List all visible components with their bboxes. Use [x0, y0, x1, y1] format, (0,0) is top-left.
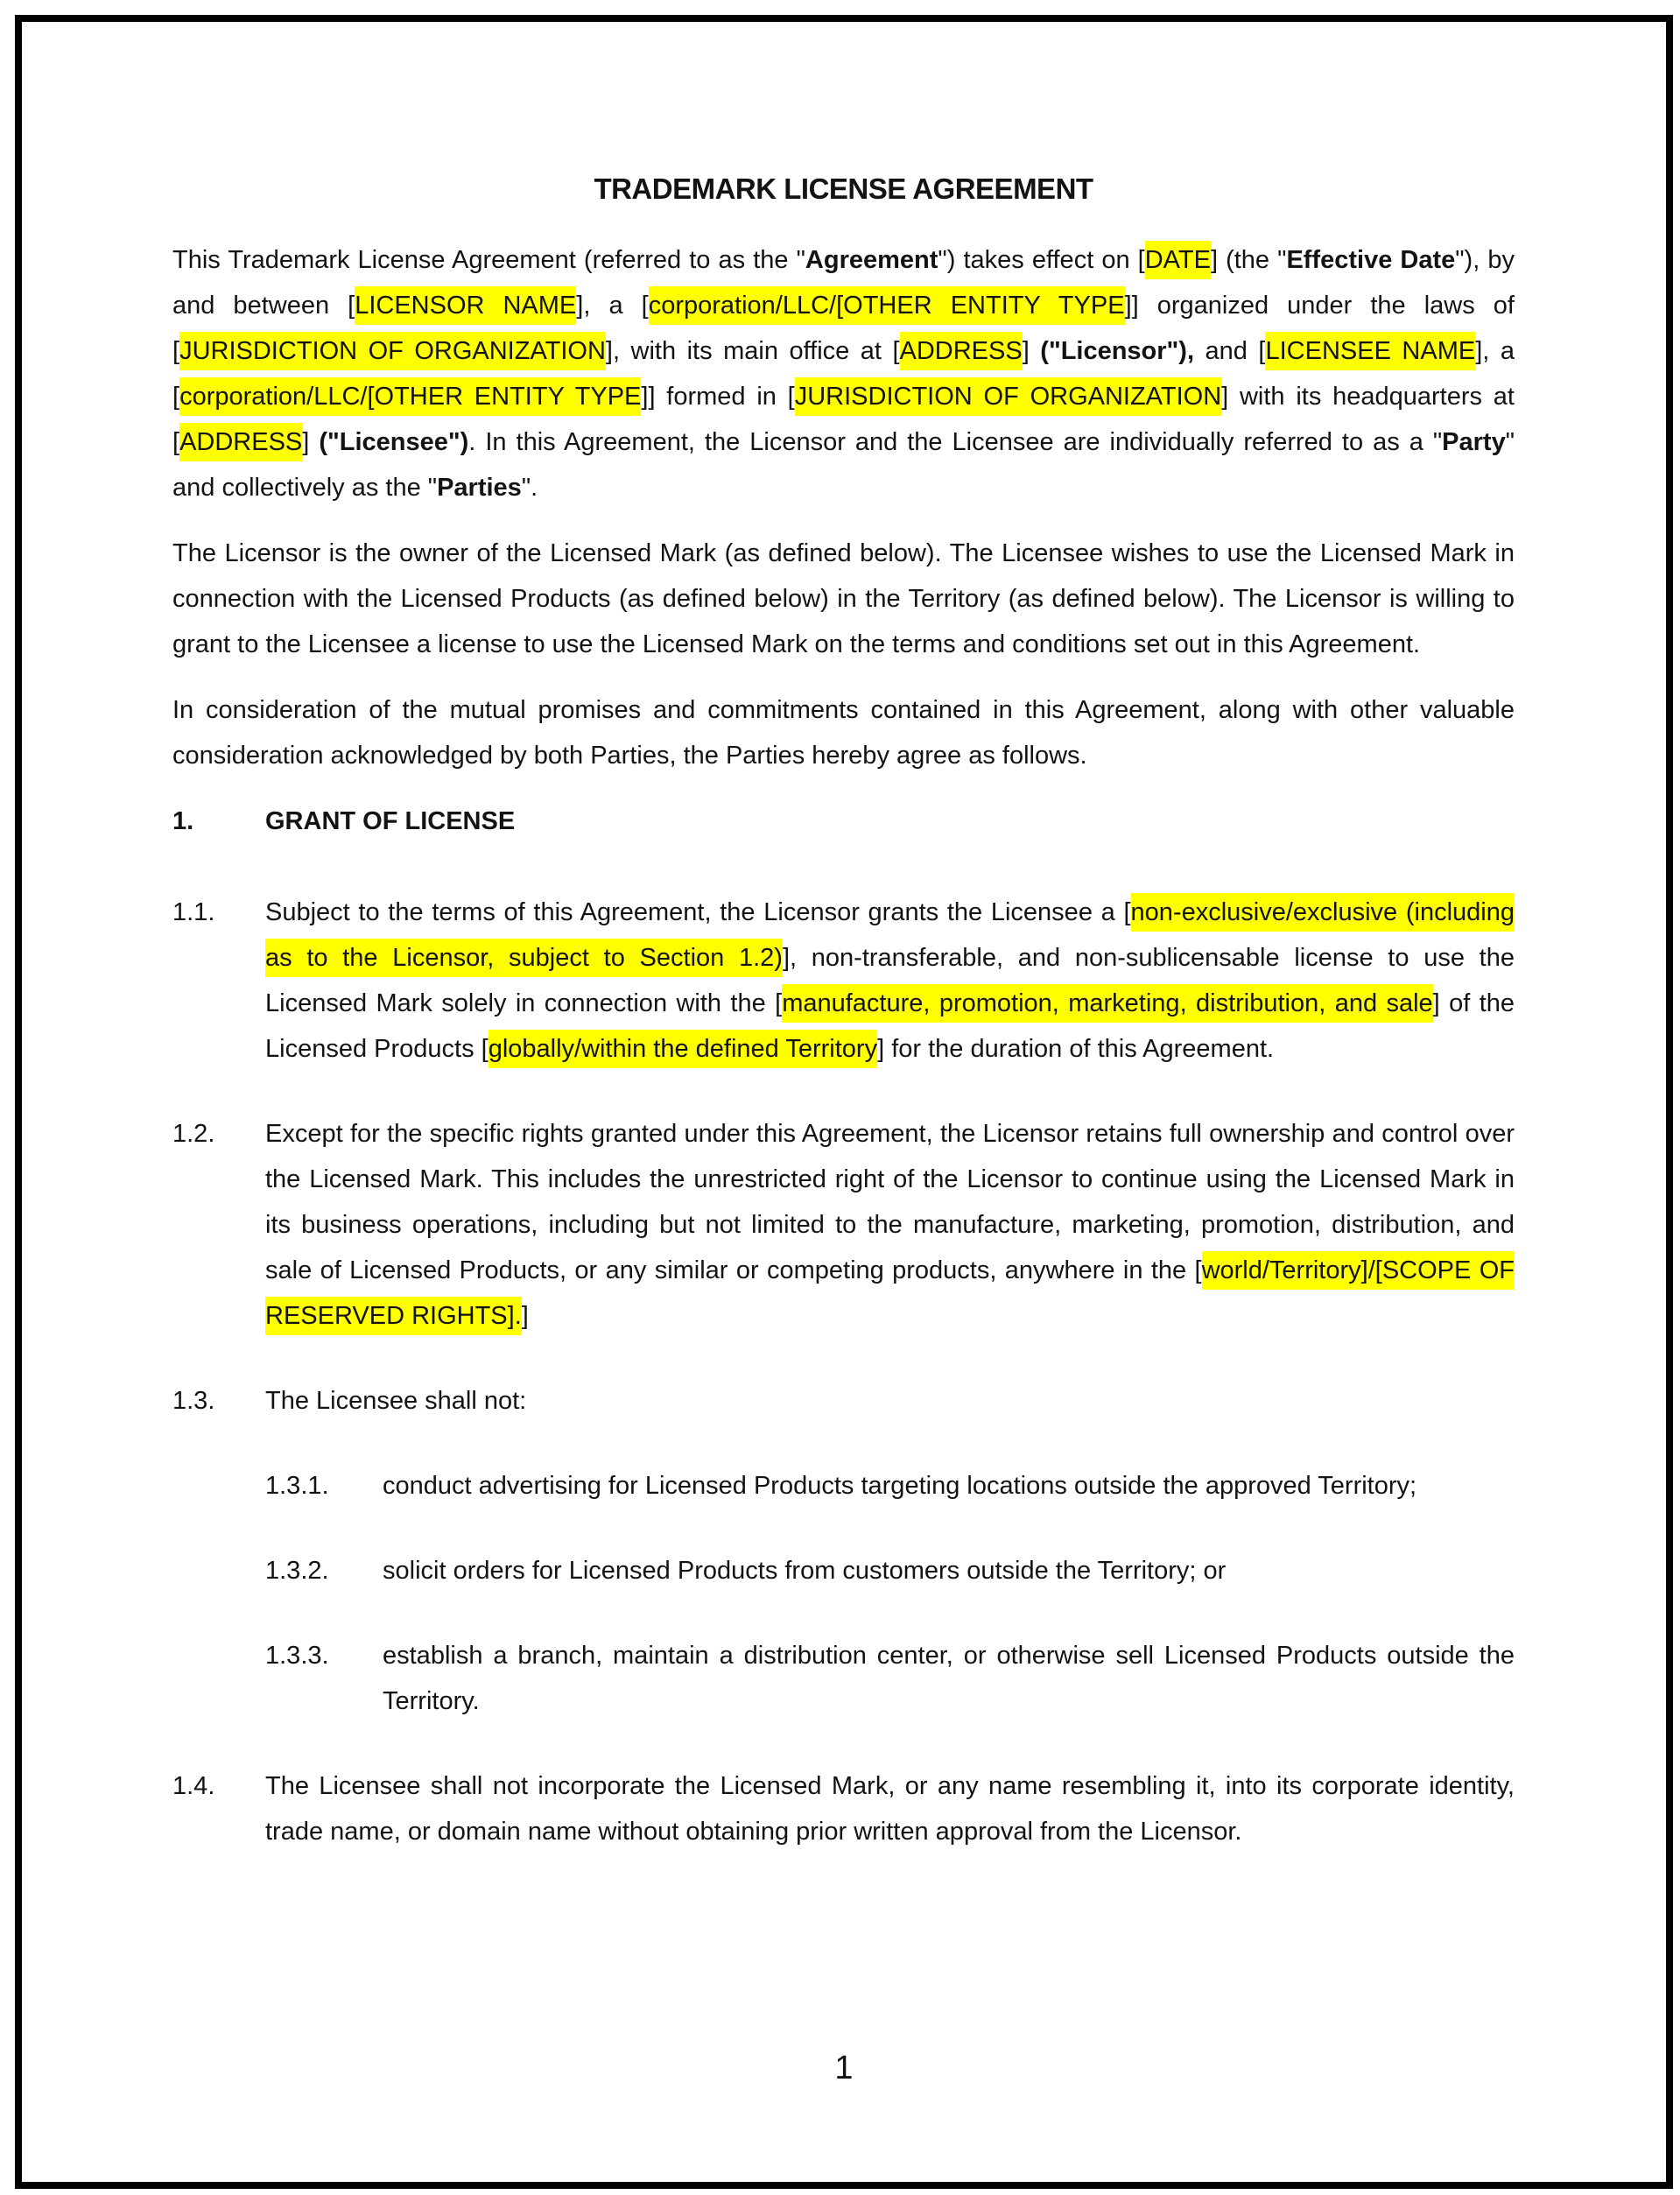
clause-number: 1. — [172, 807, 194, 835]
clause-1-3 — [172, 1378, 1515, 1424]
highlighted-placeholder: LICENSOR NAME — [355, 286, 576, 325]
clause-number: 1.3.2. — [265, 1557, 329, 1585]
text-run: " and collectively as the " — [172, 428, 1515, 502]
clause-1-3-1 — [172, 1463, 1515, 1509]
clause-text — [383, 1472, 1416, 1500]
text-run: ("Licensor"), — [1040, 337, 1195, 365]
clause-text — [383, 1642, 1515, 1715]
clause-number: 1.3. — [172, 1387, 215, 1415]
highlighted-placeholder: JURISDICTION OF ORGANIZATION — [179, 332, 606, 370]
text-run: ], non-transferable, and non-sublicensable license to use the Licensed Mark solely in connection with the [ — [265, 944, 1515, 1017]
text-run: Party — [1442, 428, 1506, 456]
document-title: TRADEMARK LICENSE AGREEMENT — [594, 172, 1093, 205]
text-run: establish a branch, maintain a distribution center, or otherwise sell Licensed Products outside the Territory. — [383, 1642, 1515, 1715]
text-run: ] of the Licensed Products [ — [265, 989, 1515, 1063]
text-run: ]] organized under the laws of [ — [172, 292, 1515, 365]
text-run: ] — [521, 1302, 529, 1330]
page-border-frame — [15, 15, 1673, 2189]
highlighted-placeholder: manufacture, promotion, marketing, distribution, and sale — [782, 984, 1432, 1023]
clause-number: 1.3.3. — [265, 1642, 329, 1670]
clause-number: 1.1. — [172, 898, 215, 926]
text-run: ] with its headquarters at [ — [172, 383, 1515, 456]
text-run: ], a [ — [172, 337, 1515, 411]
highlighted-placeholder: LICENSEE NAME — [1265, 332, 1475, 370]
text-run: and [ — [1194, 337, 1266, 365]
text-run: GRANT OF LICENSE — [265, 807, 516, 835]
highlighted-placeholder: non-exclusive/exclusive (including as to the Licensor, subject to Section 1.2) — [265, 893, 1515, 977]
clause-text — [172, 241, 1515, 502]
text-run: The Licensee shall not: — [265, 1387, 527, 1415]
highlighted-placeholder: world/Territory]/[SCOPE OF RESERVED RIGHTS]. — [265, 1251, 1515, 1335]
highlighted-placeholder: DATE — [1145, 241, 1211, 279]
text-run: ], with its main office at [ — [605, 337, 900, 365]
text-run: Effective Date — [1286, 246, 1456, 274]
highlighted-placeholder: ADDRESS — [179, 423, 302, 461]
text-run: The Licensee shall not incorporate the Licensed Mark, or any name resembling it, into its corporate identity, trade name, or domain name without obtaining prior written approval from the Licensor. — [265, 1772, 1515, 1846]
clause-1-3-3 — [172, 1633, 1515, 1724]
text-run: This Trademark License Agreement (referred to as the " — [172, 246, 805, 274]
clause-number: 1.3.1. — [265, 1472, 329, 1500]
text-run: ]] formed in [ — [641, 383, 795, 411]
clause-text — [265, 1120, 1515, 1335]
text-run: Agreement — [805, 246, 938, 274]
clause-1-2 — [172, 1111, 1515, 1339]
paragraph-1 — [172, 237, 1515, 510]
paragraph-3 — [172, 687, 1515, 778]
clause-text — [172, 696, 1515, 770]
clause-text — [265, 1387, 526, 1415]
text-run: . In this Agreement, the Licensor and the Licensee are individually referred to as a " — [468, 428, 1443, 456]
text-run: Subject to the terms of this Agreement, the Licensor grants the Licensee a [ — [265, 898, 1131, 926]
clause-1-3-2 — [172, 1548, 1515, 1593]
text-run: ("Licensee") — [319, 428, 469, 456]
text-run: ] (the " — [1210, 246, 1287, 274]
text-run: ] — [1022, 337, 1041, 365]
page-number: 1 — [834, 2050, 854, 2086]
document-body — [172, 237, 1515, 1854]
paragraph-2 — [172, 531, 1515, 667]
text-run: solicit orders for Licensed Products from customers outside the Territory; or — [383, 1557, 1227, 1585]
highlighted-placeholder: globally/within the defined Territory — [489, 1030, 877, 1068]
highlighted-placeholder: ADDRESS — [900, 332, 1023, 370]
document-content — [22, 22, 1666, 2182]
text-run: ". — [521, 474, 538, 502]
text-run: ") takes effect on [ — [938, 246, 1145, 274]
clause-text — [383, 1557, 1226, 1585]
text-run: Except for the specific rights granted under this Agreement, the Licensor retains full ownership and control over the Licensed Mark. This includes the unrestricted right of the Licensor to continue using the Licensed Mark in its business operations, including but not limited to the manufacture, marketing, promotion, distribution, and sale of Licensed Products, or any similar or competing products, anywhere in the [ — [265, 1120, 1515, 1284]
text-run: ], a [ — [576, 292, 649, 320]
clause-text — [265, 1772, 1515, 1846]
text-run: The Licensor is the owner of the Licensed Mark (as defined below). The Licensee wishes to use the Licensed Mark in connection with the Licensed Products (as defined below) in the Territory (as defined below). The Licensor is willing to grant to the Licensee a license to use the Licensed Mark on the terms and conditions set out in this Agreement. — [172, 539, 1515, 658]
text-run: conduct advertising for Licensed Products targeting locations outside the approved Territory; — [383, 1472, 1417, 1500]
text-run: In consideration of the mutual promises and commitments contained in this Agreement, along with other valuable consideration acknowledged by both Parties, the Parties hereby agree as follows. — [172, 696, 1515, 770]
highlighted-placeholder: corporation/LLC/[OTHER ENTITY TYPE — [649, 286, 1125, 325]
clause-1-4 — [172, 1763, 1515, 1854]
clause-text — [265, 893, 1515, 1068]
clause-number: 1.4. — [172, 1772, 215, 1800]
clause-number: 1.2. — [172, 1120, 215, 1148]
text-run: ] — [302, 428, 320, 456]
clause-text — [172, 539, 1515, 658]
text-run: Parties — [437, 474, 522, 502]
clause-text — [265, 807, 515, 835]
highlighted-placeholder: JURISDICTION OF ORGANIZATION — [795, 377, 1221, 416]
text-run: "), by and between [ — [172, 246, 1515, 320]
clause-1-1 — [172, 890, 1515, 1072]
highlighted-placeholder: corporation/LLC/[OTHER ENTITY TYPE — [179, 377, 641, 416]
text-run: ] for the duration of this Agreement. — [877, 1035, 1275, 1063]
section-heading-1 — [172, 799, 1515, 844]
